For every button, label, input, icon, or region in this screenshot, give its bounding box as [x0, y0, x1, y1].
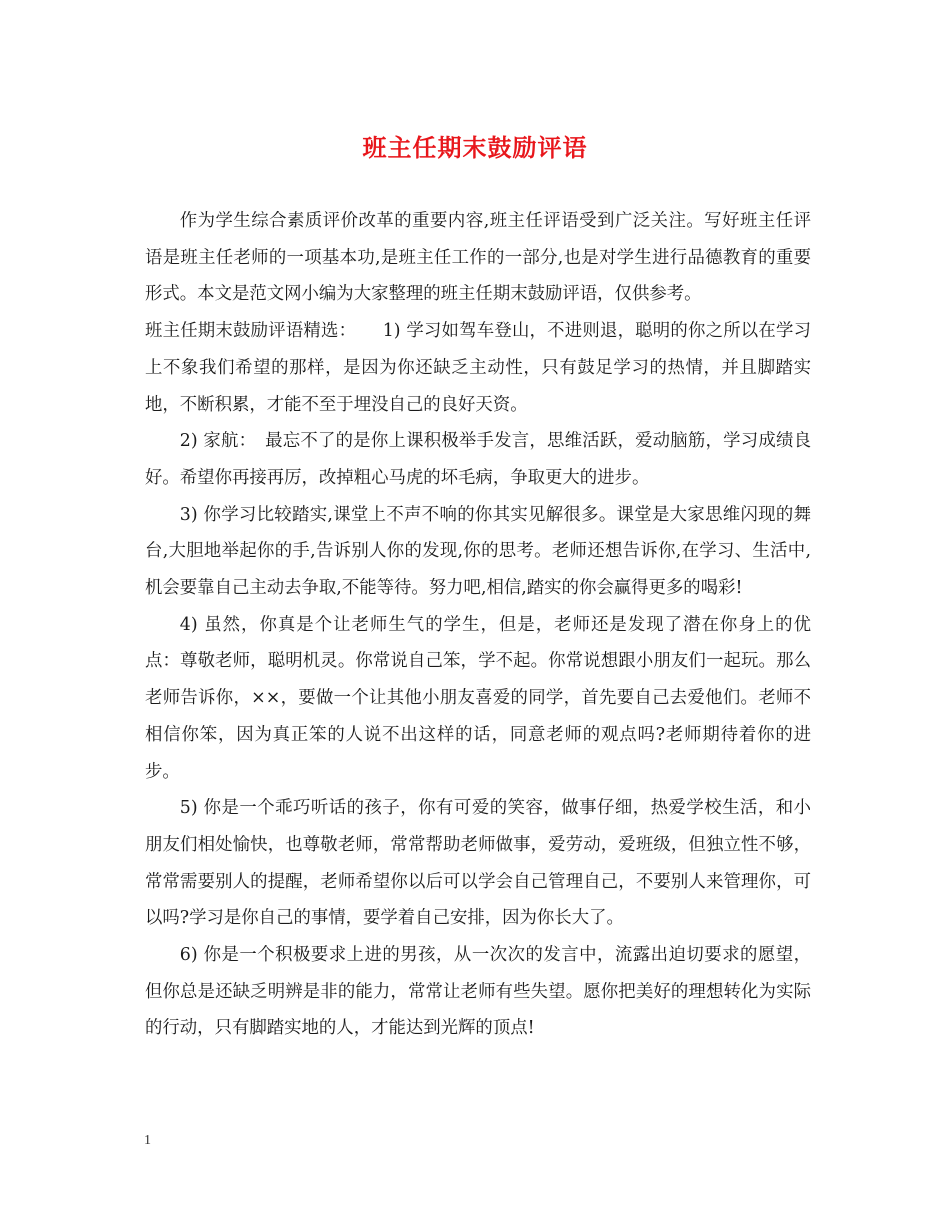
- comment-paragraph-4: 4) 虽然，你真是个让老师生气的学生，但是，老师还是发现了潜在你身上的优点：尊敬老师，聪明机灵。你常说自己笨，学不起。你常说想跟小朋友们一起玩。那么老师告诉你，××，要做一个让其他小朋友喜爱的同学，首先要自己去爱他们。老师不相信你笨，因为真正笨的人说不出这样的话，同意老师的观点吗?老师期待着你的进步。: [145, 614, 811, 782]
- comment-paragraph-2: 2) 家航： 最忘不了的是你上课积极举手发言，思维活跃，爱动脑筋，学习成绩良好。希望你再接再厉，改掉粗心马虎的坏毛病，争取更大的进步。: [145, 431, 811, 488]
- intro-paragraph: 作为学生综合素质评价改革的重要内容,班主任评语受到广泛关注。写好班主任评语是班主任老师的一项基本功,是班主任工作的一部分,也是对学生进行品德教育的重要形式。本文是范文网小编为大家整理的班主任期末鼓励评语，仅供参考。: [145, 211, 811, 305]
- document-body: [145, 203, 811, 1047]
- comment-paragraph-5: 5) 你是一个乖巧听话的孩子，你有可爱的笑容，做事仔细，热爱学校生活，和小朋友们相处愉快，也尊敬老师，常常帮助老师做事，爱劳动，爱班级，但独立性不够，常常需要别人的提醒，老师希望你以后可以学会自己管理自己，不要别人来管理你，可以吗?学习是你自己的事情，要学着自己安排，因为你长大了。: [145, 798, 811, 929]
- document-title: 班主任期末鼓励评语: [362, 133, 588, 162]
- comment-paragraph-6: 6) 你是一个积极要求上进的男孩，从一次次的发言中，流露出迫切要求的愿望，但你总是还缺乏明辨是非的能力，常常让老师有些失望。愿你把美好的理想转化为实际的行动，只有脚踏实地的人，才能达到光辉的顶点!: [145, 945, 811, 1039]
- page-number: 1: [144, 1133, 151, 1148]
- comment-paragraph-3: 3) 你学习比较踏实,课堂上不声不响的你其实见解很多。课堂是大家思维闪现的舞台,大胆地举起你的手,告诉别人你的发现,你的思考。老师还想告诉你,在学习、生活中,机会要靠自己主动去争取,不能等待。努力吧,相信,踏实的你会赢得更多的喝彩!: [145, 504, 811, 599]
- comments-heading-paragraph: 班主任期末鼓励评语精选： 1) 学习如驾车登山，不进则退，聪明的你之所以在学习上不象我们希望的那样，是因为你还缺乏主动性，只有鼓足学习的热情，并且脚踏实地，不断积累，才能不至于埋没自己的良好天资。: [145, 321, 811, 415]
